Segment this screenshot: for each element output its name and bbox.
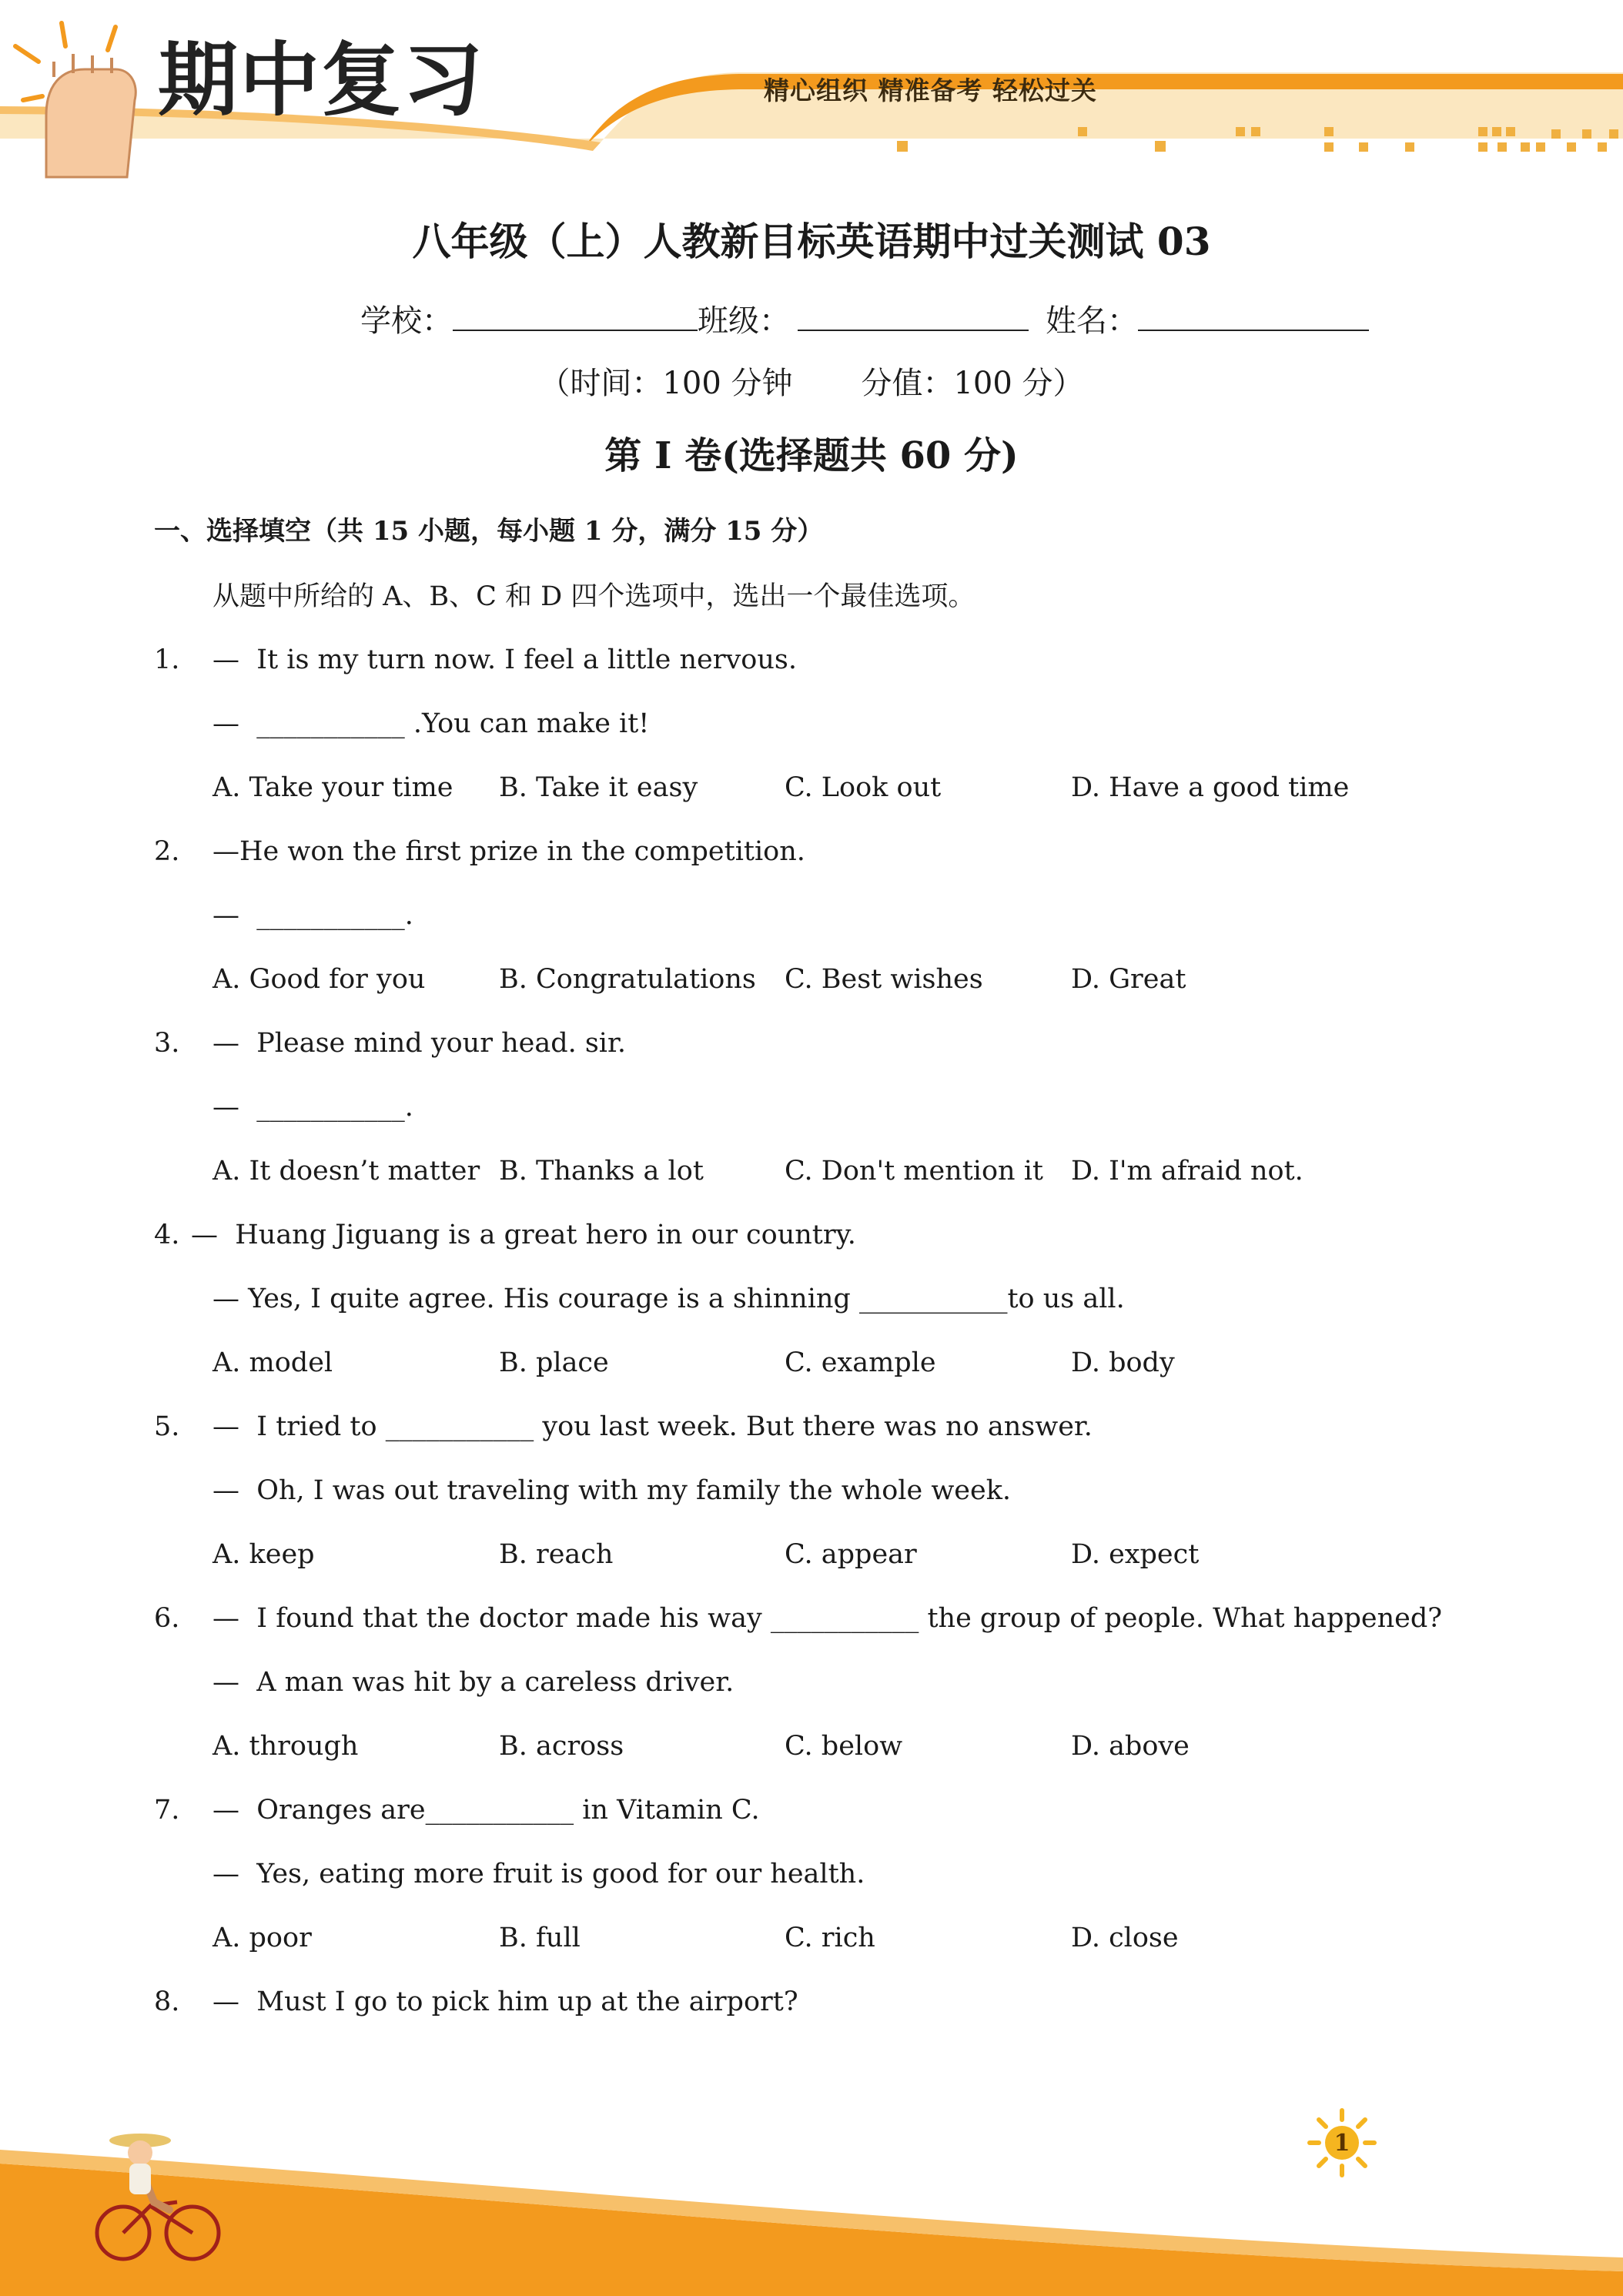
option-a[interactable]: A. keep — [212, 1539, 315, 1570]
option-a[interactable]: A. poor — [212, 1923, 312, 1953]
part-title: 第 I 卷(选择题共 60 分) — [604, 434, 1019, 477]
option-b[interactable]: B. Congratulations — [499, 964, 756, 995]
option-c[interactable]: C. Look out — [785, 772, 942, 803]
class-label: 班级： — [698, 303, 790, 339]
option-d[interactable]: D. Have a good time — [1071, 772, 1350, 803]
question-number: 8. — [154, 1986, 180, 2017]
question-line: — ___________. — [212, 1092, 413, 1123]
option-a[interactable]: A. Good for you — [212, 964, 426, 995]
option-a[interactable]: A. model — [212, 1347, 333, 1378]
question-number: 7. — [154, 1795, 180, 1826]
option-d[interactable]: D. close — [1071, 1923, 1179, 1953]
option-b[interactable]: B. across — [499, 1731, 624, 1762]
name-label: 姓名： — [1046, 303, 1138, 339]
page-number: 1 — [1334, 2130, 1350, 2157]
fist-icon — [15, 23, 136, 177]
slogan: 精心组织 精准备考 轻松过关 — [764, 75, 1097, 105]
option-d[interactable]: D. body — [1071, 1347, 1175, 1378]
option-c[interactable]: C. below — [785, 1731, 903, 1762]
option-c[interactable]: C. Best wishes — [785, 964, 983, 995]
question-number: 6. — [154, 1603, 180, 1634]
option-c[interactable]: C. appear — [785, 1539, 917, 1570]
question-line: — Huang Jiguang is a great hero in our country. — [191, 1220, 856, 1250]
question-number: 5. — [154, 1411, 180, 1442]
question-line: — A man was hit by a careless driver. — [212, 1667, 735, 1698]
question-line: — I tried to ___________ you last week. But there was no answer. — [212, 1411, 1093, 1442]
question-line: — Oh, I was out traveling with my family the whole week. — [212, 1475, 1012, 1506]
option-c[interactable]: C. Don't mention it — [785, 1156, 1043, 1186]
option-d[interactable]: D. Great — [1071, 964, 1186, 995]
option-d[interactable]: D. expect — [1071, 1539, 1200, 1570]
school-blank[interactable] — [453, 299, 698, 331]
option-b[interactable]: B. Thanks a lot — [499, 1156, 704, 1186]
question-number: 3. — [154, 1028, 180, 1059]
option-a[interactable]: A. through — [212, 1731, 359, 1762]
school-label: 学校： — [360, 303, 453, 339]
question-line: — It is my turn now. I feel a little nervous. — [212, 644, 797, 675]
option-b[interactable]: B. place — [499, 1347, 609, 1378]
question-number: 1. — [154, 644, 180, 675]
question-line: — Oranges are___________ in Vitamin C. — [212, 1795, 760, 1826]
question-line: — ___________ .You can make it! — [212, 708, 650, 739]
question-line: — Yes, eating more fruit is good for our health. — [212, 1859, 865, 1889]
question-line: — I found that the doctor made his way ___________ the group of people. What happened? — [212, 1603, 1443, 1634]
name-blank[interactable] — [1138, 299, 1369, 331]
instruction: 从题中所给的 A、B、C 和 D 四个选项中，选出一个最佳选项。 — [212, 581, 975, 612]
question-line: — Please mind your head. sir. — [212, 1028, 627, 1059]
question-line: — Must I go to pick him up at the airport? — [212, 1986, 798, 2017]
question-number: 4. — [154, 1220, 180, 1250]
option-d[interactable]: D. I'm afraid not. — [1071, 1156, 1303, 1186]
question-line: —He won the first prize in the competition. — [212, 836, 805, 867]
time-score-line: （时间：100 分钟 分值：100 分） — [539, 366, 1084, 401]
option-b[interactable]: B. reach — [499, 1539, 614, 1570]
section-title: 一、选择填空（共 15 小题，每小题 1 分，满分 15 分） — [154, 516, 824, 547]
option-c[interactable]: C. example — [785, 1347, 936, 1378]
brand-title: 期中复习 — [158, 33, 485, 127]
class-blank[interactable] — [798, 299, 1029, 331]
option-a[interactable]: A. Take your time — [212, 772, 453, 803]
question-line: — Yes, I quite agree. His courage is a shinning ___________to us all. — [212, 1284, 1125, 1314]
footer-banner — [0, 2079, 1623, 2296]
option-b[interactable]: B. full — [499, 1923, 581, 1953]
option-d[interactable]: D. above — [1071, 1731, 1190, 1762]
question-number: 2. — [154, 836, 180, 867]
page-title: 八年级（上）人教新目标英语期中过关测试 03 — [412, 219, 1211, 264]
option-a[interactable]: A. It doesn’t matter — [212, 1156, 480, 1186]
student-info-row — [360, 299, 1369, 340]
question-line: — ___________. — [212, 900, 413, 931]
option-b[interactable]: B. Take it easy — [499, 772, 698, 803]
option-c[interactable]: C. rich — [785, 1923, 875, 1953]
